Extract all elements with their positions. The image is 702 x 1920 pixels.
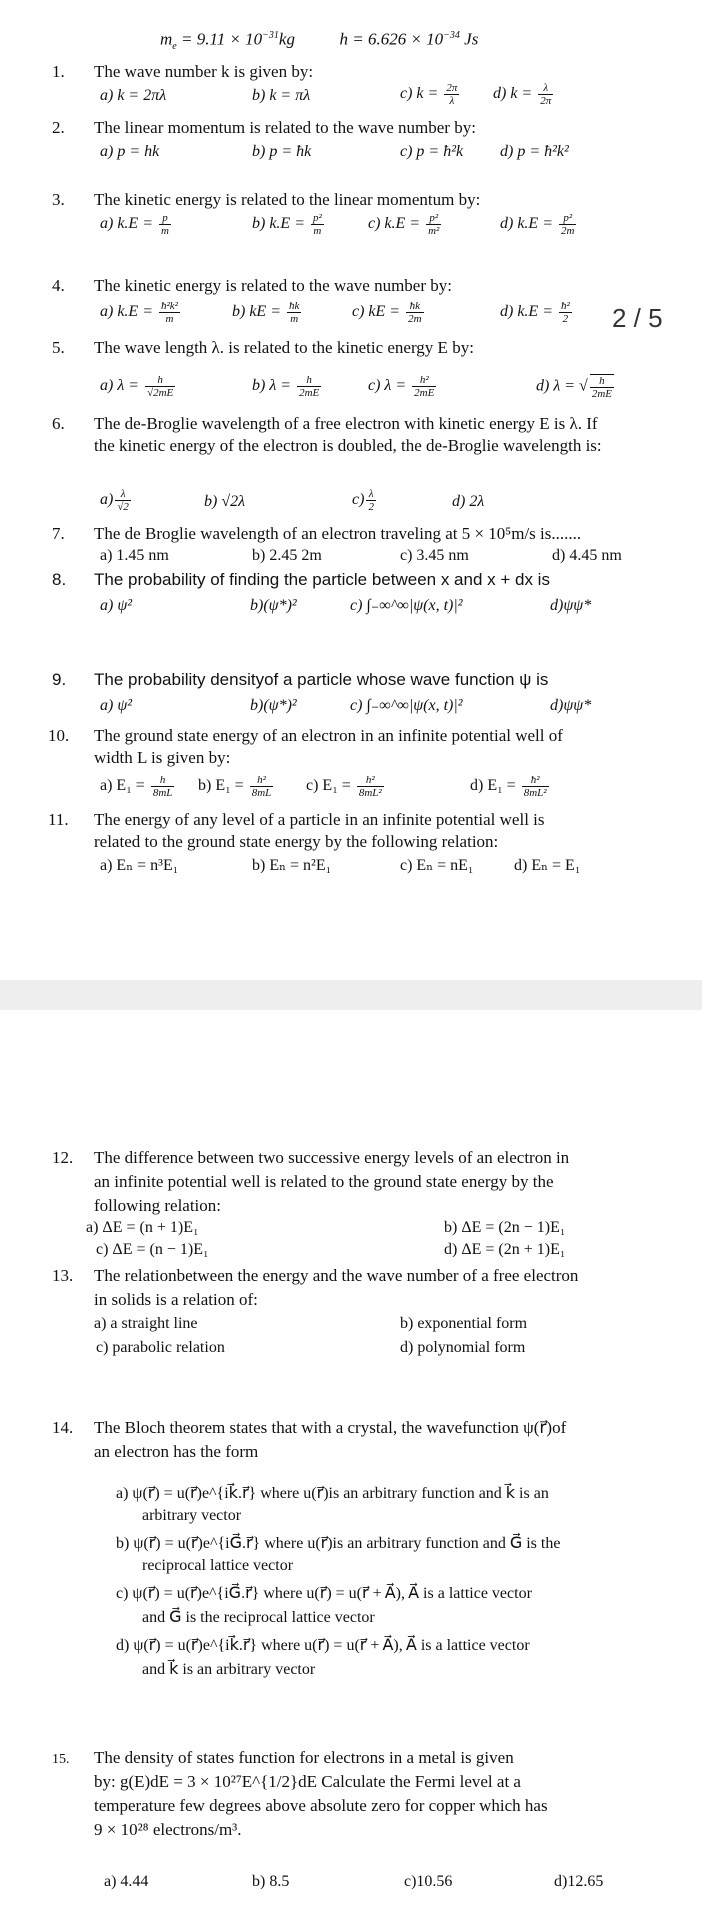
q8-option-b: b)(ψ*)² [250,597,297,614]
q6-text-line2: the kinetic energy of the electron is doubled, the de-Broglie wavelength is: [94,436,602,455]
q9-option-a: a) ψ² [100,697,133,714]
q15-text-line1: The density of states function for electrons in a metal is given [94,1748,514,1767]
q12-text-line2: an infinite potential well is related to the ground state energy by the [94,1172,554,1191]
q11-option-b: b) Eₙ = n²E₁ [252,857,332,874]
q14-option-b-line2: reciprocal lattice vector [142,1557,294,1574]
q10-option-c: c) E₁ = $\frac{\text{h²}}{\text{8mL²}}$ [306,774,382,799]
q4-option-a: a) k.E = $\frac{\text{ħ²k²}}{m}$ [100,300,178,325]
q15-text-line3: temperature few degrees above absolute zero for copper which has [94,1796,548,1815]
q15-option-b: b) 8.5 [252,1873,290,1890]
page-indicator-badge: 2 / 5 [612,303,663,333]
q9-option-d: d)ψψ* [550,697,592,714]
q7-number: 7. [52,524,65,543]
q14-option-a-line2: arbitrary vector [142,1507,242,1524]
q1-option-c: c) k = $\frac{2\pi}{\lambda}$ [400,82,458,107]
q4-text: The kinetic energy is related to the wave number by: [94,276,452,295]
q13-option-d: d) polynomial form [400,1339,526,1356]
q2-number: 2. [52,118,65,137]
q11-text-line2: related to the ground state energy by the following relation: [94,832,499,851]
q9-option-b: b)(ψ*)² [250,697,297,714]
q12-option-c: c) ΔE = (n − 1)E₁ [96,1241,209,1258]
q4-option-c: c) kE = $\frac{ħk}{2m}$ [352,300,422,325]
q14-option-d-line2: and k⃗ is an arbitrary vector [142,1661,316,1678]
q14-text-line2: an electron has the form [94,1442,259,1461]
q13-option-c: c) parabolic relation [96,1339,225,1356]
q9-option-c: c) ∫₋∞^∞|ψ(x, t)|² [350,697,463,714]
q9-text: The probability densityof a particle whose wave function ψ is [94,670,549,689]
q8-text: The probability of finding the particle between x and x + dx is [94,570,550,589]
q5-option-c: c) λ = $\frac{\text{h²}}{2mE}$ [368,374,435,399]
q12-option-d: d) ΔE = (2n + 1)E₁ [444,1241,566,1258]
q9-number: 9. [52,670,67,689]
q2-text: The linear momentum is related to the wave number by: [94,118,476,137]
q14-text-line1: The Bloch theorem states that with a crystal, the wavefunction ψ(r⃗)of [94,1418,567,1437]
q13-number: 13. [52,1266,74,1285]
q13-option-a: a) a straight line [94,1315,198,1332]
q1-option-b: b) k = πλ [252,87,311,104]
q13-option-b: b) exponential form [400,1315,528,1332]
page-separator [0,980,702,1010]
q11-option-d: d) Eₙ = E₁ [514,857,581,874]
q3-text: The kinetic energy is related to the linear momentum by: [94,190,481,209]
q5-text: The wave length λ. is related to the kinetic energy E by: [94,338,474,357]
q8-option-d: d)ψψ* [550,597,592,614]
q3-option-a: a) k.E = $\frac{p}{m}$ [100,212,169,237]
q5-option-d: d) λ = √ $\frac{h}{2mE}$ [536,375,613,400]
q4-option-d: d) k.E = $\frac{\text{ħ²}}{2}$ [500,300,570,325]
q10-text-line2: width L is given by: [94,748,231,767]
q12-option-b: b) ΔE = (2n − 1)E₁ [444,1219,566,1236]
q10-option-d: d) E₁ = $\frac{\text{ħ²}}{\text{8mL²}}$ [470,774,547,799]
q14-number: 14. [52,1418,74,1437]
q10-option-b: b) E₁ = $\frac{\text{h²}}{8mL}$ [198,774,272,799]
q11-number: 11. [48,810,69,829]
q14-option-c-line1: c) ψ(r⃗) = u(r⃗)e^{iG⃗.r⃗} where u(r⃗) = u(r⃗ + A⃗), A⃗ is a lattice vector [116,1585,532,1602]
q14-option-b-line1: b) ψ(r⃗) = u(r⃗)e^{iG⃗.r⃗} where u(r⃗)is an arbitrary function and G⃗ is the [116,1535,561,1552]
q3-option-d: d) k.E = $\frac{\text{p²}}{2m}$ [500,212,575,237]
q6-number: 6. [52,414,65,433]
q7-option-a: a) 1.45 nm [100,547,169,564]
q2-option-c: c) p = ħ²k [400,143,464,160]
q2-option-b: b) p = ħk [252,143,312,160]
q1-option-a: a) k = 2πλ [100,87,167,104]
q4-number: 4. [52,276,65,295]
q14-option-d-line1: d) ψ(r⃗) = u(r⃗)e^{ik⃗.r⃗} where u(r⃗) = u(r⃗ + A⃗), A⃗ is a lattice vector [116,1637,530,1654]
q5-option-b: b) λ = $\frac{h}{2mE}$ [252,374,320,399]
q7-option-c: c) 3.45 nm [400,547,469,564]
q12-text-line1: The difference between two successive energy levels of an electron in [94,1148,570,1167]
q7-option-b: b) 2.45 2m [252,547,322,564]
q2-option-a: a) p = hk [100,143,160,160]
q15-option-a: a) 4.44 [104,1873,149,1890]
q8-number: 8. [52,570,67,589]
q12-number: 12. [52,1148,74,1167]
q10-text-line1: The ground state energy of an electron in an infinite potential well of [94,726,563,745]
q11-option-c: c) Eₙ = nE₁ [400,857,474,874]
q6-option-a: a) $\frac{\lambda}{√2}$ [100,488,129,513]
q8-option-c: c) ∫₋∞^∞|ψ(x, t)|² [350,597,463,614]
q15-text-line4: 9 × 10²⁸ electrons/m³. [94,1820,242,1839]
q6-text-line1: The de-Broglie wavelength of a free electron with kinetic energy E is λ. If [94,414,598,433]
q14-option-c-line2: and G⃗ is the reciprocal lattice vector [142,1609,375,1626]
q11-text-line1: The energy of any level of a particle in an infinite potential well is [94,810,545,829]
constants-line: $m_e = 9.11 \times 10^{-31}kg$ $h = 6.626 \times 10^{-34}$ Js [160,29,479,53]
q12-text-line3: following relation: [94,1196,222,1215]
page-2 [0,1010,702,1920]
q1-number: 1. [52,62,65,81]
q2-option-d: d) p = ħ²k² [500,143,569,160]
q15-number: 15. [52,1752,70,1767]
q15-option-c: c)10.56 [404,1873,453,1890]
q3-number: 3. [52,190,65,209]
q7-text: The de Broglie wavelength of an electron traveling at 5 × 10⁵m/s is....... [94,524,582,543]
q12-option-a: a) ΔE = (n + 1)E₁ [86,1219,199,1236]
q5-number: 5. [52,338,65,357]
q3-option-b: b) k.E = $\frac{\text{p²}}{m}$ [252,212,322,237]
q6-option-c: c) $\frac{\lambda}{2}$ [352,488,374,513]
q1-option-d: d) k = $\frac{\lambda}{2\pi}$ [493,82,552,107]
q5-option-a: a) λ = $\frac{h}{√2mE}$ [100,374,174,399]
q6-option-d: d) 2λ [452,493,485,510]
q1-text: The wave number k is given by: [94,62,314,81]
q4-option-b: b) kE = $\frac{ħk}{m}$ [232,300,300,325]
q14-option-a-line1: a) ψ(r⃗) = u(r⃗)e^{ik⃗.r⃗} where u(r⃗)is an arbitrary function and k⃗ is an [116,1485,549,1502]
q13-text-line2: in solids is a relation of: [94,1290,258,1309]
q10-number: 10. [48,726,70,745]
q15-option-d: d)12.65 [554,1873,604,1890]
q3-option-c: c) k.E = $\frac{\text{p²}}{\text{m²}}$ [368,212,440,237]
q7-option-d: d) 4.45 nm [552,547,622,564]
q15-text-line2: by: g(E)dE = 3 × 10²⁷E^{1/2}dE Calculate the Fermi level at a [94,1772,521,1791]
q8-option-a: a) ψ² [100,597,133,614]
q13-text-line1: The relationbetween the energy and the wave number of a free electron [94,1266,579,1285]
q10-option-a: a) E₁ = $\frac{h}{8mL}$ [100,774,173,799]
q6-option-b: b) √2λ [204,493,246,510]
q11-option-a: a) Eₙ = n³E₁ [100,857,179,874]
